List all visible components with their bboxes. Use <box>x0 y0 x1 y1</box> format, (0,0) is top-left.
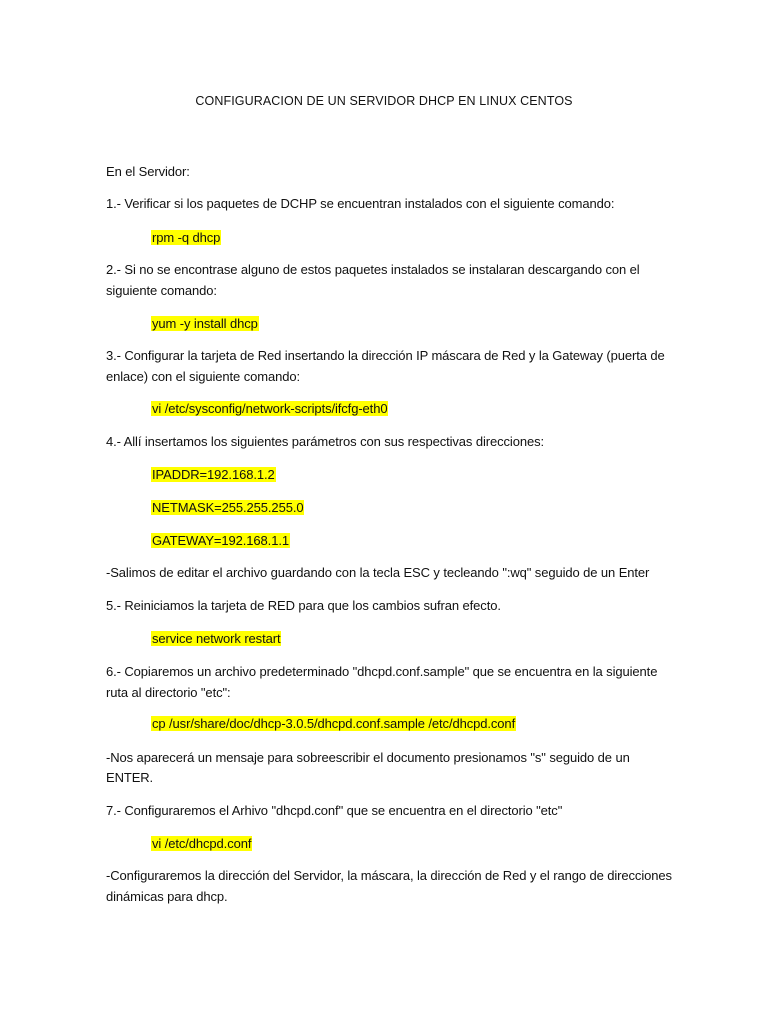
step-2-text-line2: siguiente comando: <box>106 283 217 298</box>
param-netmask-text: NETMASK=255.255.255.0 <box>152 500 304 515</box>
command-vi-ifcfg-text: vi /etc/sysconfig/network-scripts/ifcfg-eth0 <box>152 401 388 416</box>
command-yum-text: yum -y install dhcp <box>152 316 258 331</box>
param-netmask <box>151 500 304 516</box>
step-1-text: 1.- Verificar si los paquetes de DCHP se encuentran instalados con el siguiente comando: <box>106 196 615 211</box>
section-label: En el Servidor: <box>106 164 190 179</box>
step-3-text-line1: 3.- Configurar la tarjeta de Red insertando la dirección IP máscara de Red y la Gateway (puerta de <box>106 348 665 363</box>
param-ipaddr <box>151 467 276 483</box>
note-esc: -Salimos de editar el archivo guardando con la tecla ESC y tecleando ":wq" seguido de un Enter <box>106 565 650 580</box>
step-4-text: 4.- Allí insertamos los siguientes parámetros con sus respectivas direcciones: <box>106 434 545 449</box>
command-cp-sample <box>151 716 516 732</box>
step-3-text-line2: enlace) con el siguiente comando: <box>106 369 300 384</box>
command-vi-dhcpd <box>151 836 252 852</box>
param-ipaddr-text: IPADDR=192.168.1.2 <box>152 467 275 482</box>
command-yum <box>151 316 259 332</box>
command-cp-sample-text: cp /usr/share/doc/dhcp-3.0.5/dhcpd.conf.sample /etc/dhcpd.conf <box>152 716 516 731</box>
param-gateway-text: GATEWAY=192.168.1.1 <box>152 533 289 548</box>
step-2-text-line1: 2.- Si no se encontrase alguno de estos paquetes instalados se instalaran descargando con el <box>106 262 640 277</box>
command-rpm <box>151 230 221 246</box>
note-config-line2: dinámicas para dhcp. <box>106 889 228 904</box>
step-6-text-line2: ruta al directorio "etc": <box>106 685 231 700</box>
note-overwrite-line2: ENTER. <box>106 770 154 785</box>
command-vi-ifcfg <box>151 401 388 417</box>
note-overwrite-line1: -Nos aparecerá un mensaje para sobreescribir el documento presionamos "s" seguido de un <box>106 750 630 765</box>
param-gateway <box>151 533 290 549</box>
step-5-text: 5.- Reiniciamos la tarjeta de RED para que los cambios sufran efecto. <box>106 598 501 613</box>
step-7-text: 7.- Configuraremos el Arhivo "dhcpd.conf" que se encuentra en el directorio "etc" <box>106 803 563 818</box>
page-title: CONFIGURACION DE UN SERVIDOR DHCP EN LINUX CENTOS <box>195 94 573 108</box>
command-service-restart-text: service network restart <box>152 631 281 646</box>
step-6-text-line1: 6.- Copiaremos un archivo predeterminado "dhcpd.conf.sample" que se encuentra en la siguiente <box>106 664 658 679</box>
note-config-line1: -Configuraremos la dirección del Servidor, la máscara, la dirección de Red y el rango de direcciones <box>106 868 672 883</box>
command-vi-dhcpd-text: vi /etc/dhcpd.conf <box>152 836 252 851</box>
command-service-restart <box>151 631 281 647</box>
command-rpm-text: rpm -q dhcp <box>152 230 221 245</box>
